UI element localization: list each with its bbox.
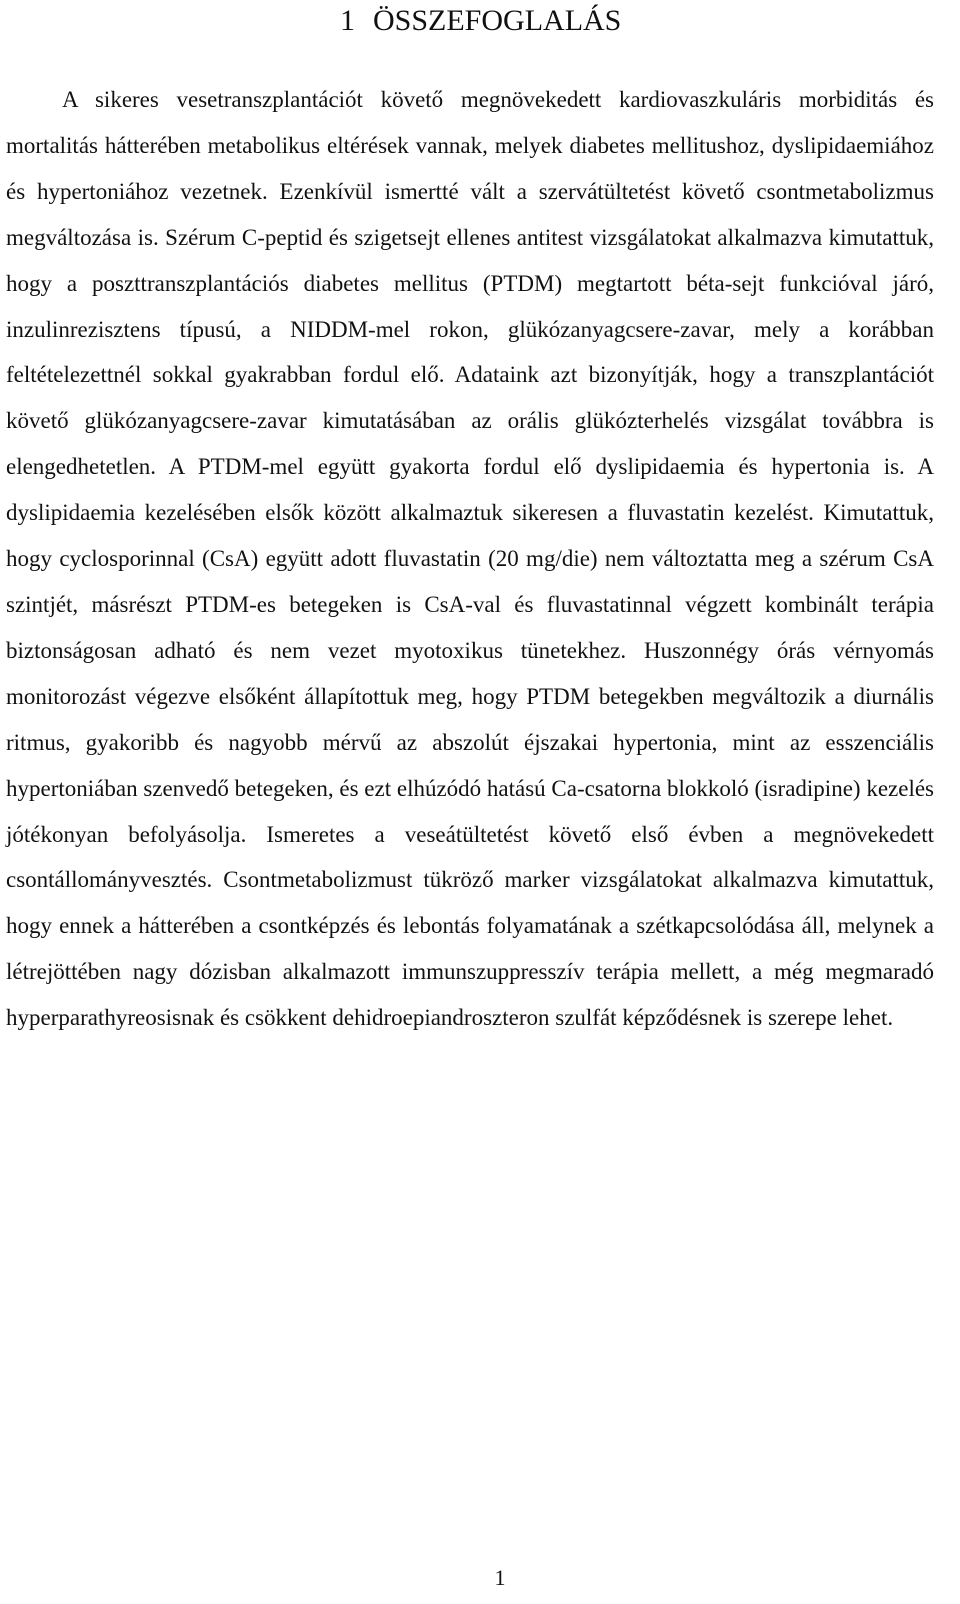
summary-paragraph: A sikeres vesetranszplantációt követő megnövekedett kardiovaszkuláris morbiditás és mortalitás hátterében metabolikus eltérések vannak, melyek diabetes mellitushoz, dyslipidaemiához és hypertoniához vezetnek. Ezenkívül ismertté vált a szervátültetést követő csontmetabolizmus megváltozása is. Szérum C-peptid és szigetsejt ellenes antitest vizsgálatokat alkalmazva kimutattuk, hogy a poszttranszplantációs diabetes mellitus (PTDM) megtartott béta-sejt funkcióval járó, inzulinrezisztens típusú, a NIDDM-mel rokon, glükózanyagcsere-zavar, mely a korábban feltételezettnél sokkal gyakrabban fordul elő. Adataink azt bizonyítják, hogy a transzplantációt követő glükózanyagcsere-zavar kimutatásában az orális glükózterhelés vizsgálat továbbra is elengedhetetlen. A PTDM-mel együtt gyakorta fordul elő dyslipidaemia és hypertonia is. A dyslipidaemia kezelésében elsők között alkalmaztuk sikeresen a fluvastatin kezelést. Kimutattuk, hogy cyclosporinnal (CsA) együtt adott fluvastatin (20 mg/die) nem változtatta meg a szérum CsA szintjét, másrészt PTDM-es betegeken is CsA-val és fluvastatinnal végzett kombinált terápia biztonságosan adható és nem vezet myotoxikus tünetekhez. Huszonnégy órás vérnyomás monitorozást végezve elsőként állapítottuk meg, hogy PTDM betegekben megváltozik a diurnális ritmus, gyakoribb és nagyobb mérvű az abszolút éjszakai hypertonia, mint az esszenciális hypertoniában szenvedő betegeken, és ezt elhúzódó hatású Ca-csatorna blokkoló (isradipine) kezelés jótékonyan befolyásolja. Ismeretes a veseátültetést követő első évben a megnövekedett csontállományvesztés. Csontmetabolizmust tükröző marker vizsgálatokat alkalmazva kimutattuk, hogy ennek a hátterében a csontképzés és lebontás folyamatának a szétkapcsolódása áll, melynek a létrejöttében nagy dózisban alkalmazott immunszuppresszív terápia mellett, a még megmaradó hyperparathyreosisnak és csökkent dehidroepiandroszteron szulfát képződésnek is szerepe lehet. xyxy=(6,87,934,1031)
page-number: 1 xyxy=(494,1565,506,1590)
section-heading xyxy=(340,0,621,42)
section-number: 1 xyxy=(340,4,355,37)
section-title: ÖSSZEFOGLALÁS xyxy=(373,4,622,37)
